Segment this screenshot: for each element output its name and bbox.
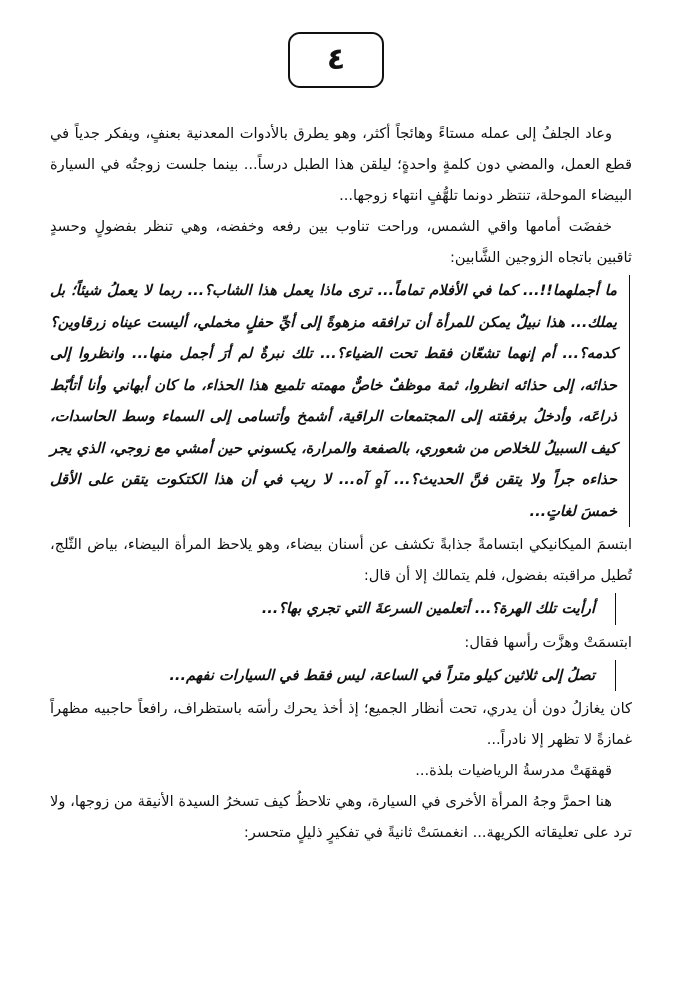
quoted-monologue: ما أجملهما!!... كما في الأفلام تماماً... ترى ماذا يعمل هذا الشاب؟... ربما لا يعملُ شيئاً؛ بل يملك... هذا نبيلٌ يمكن للمرأة أن ترافقه مزهوةً إلى أيِّ حفلٍ مخملي، أليست عيناه زرقاوين؟ كدمه؟... أم إنهما تشعّان فقط تحت الضياء؟... تلك نبرةٌ لم أرَ أجمل منها... وانظروا إلى حذائه، إلى حذائه انظروا، ثمة موظفٌ خاصٌّ مهمته تلميع هذا الحذاء، ما كان أبهاني وأنا أتأبّط ذراعَه، وأدخلُ برفقته إلى المجتمعات الراقية، أشمخ وأتسامى إلى السماء وسط الحاسدات، كيف السبيلُ للخلاص من شعوري، بالصفعة والمرارة، يكسوني حين أمشي مع زوجي، الذي يجر حذاءه جراً ولا يتقن فنَّ الحديث؟... آهٍ آه... لا ريب في أن هذا الكتكوت يتقن على الأقل خمسَ لغاتٍ...: [50, 275, 630, 527]
page-number: ٤: [326, 42, 346, 77]
quoted-dialogue: تصلُ إلى ثلاثين كيلو متراً في الساعة، ليس فقط في السيارات نفهم...: [50, 660, 616, 692]
body-text: [50, 118, 632, 848]
page-number-frame: [288, 32, 384, 88]
paragraph: ابتسمَ الميكانيكي ابتسامةً جذابةً تكشف عن أسنان بيضاء، وهو يلاحظ المرأة البيضاء، بياض الثّلج، تُطيل مراقبته بفضول، فلم يتمالك إلا أن قال:: [50, 536, 632, 584]
paragraph: خفضَت أمامها واقي الشمس، وراحت تناوب بين رفعه وخفضه، وهي تنظر بفضولٍ وحسدٍ ثاقبين باتجاه الزوجين الشَّابين:: [50, 218, 632, 266]
paragraph: هنا احمرَّ وجهُ المرأة الأخرى في السيارة، وهي تلاحظُ كيف تسخرُ السيدة الأنيقة من زوجها، ولا ترد على تعليقاته الكريهة... انغمسَتْ ثانيةً في تفكيرٍ ذليلٍ متحسر:: [50, 793, 632, 841]
paragraph: كان يغازلُ دون أن يدري، تحت أنظار الجميع؛ إذ أخذ يحرك رأسَه باستظراف، رافعاً حاجبيه مظهراً غمازةً لا تظهر إلا نادراً...: [50, 700, 632, 748]
paragraph: وعاد الجلفُ إلى عمله مستاءً وهائجاً أكثر، وهو يطرق بالأدوات المعدنية بعنفٍ، ويفكر جدياً في قطع العمل، والمضي دون كلمةٍ واحدةٍ؛ ليلقن هذا الطبل درساً... بينما جلست زوجتُه في السيارة البيضاء الموحلة، تنتظر دونما تلهُّفٍ انتهاء زوجها...: [50, 125, 632, 204]
paragraph: ابتسمَتْ وهزَّت رأسها فقال:: [464, 633, 632, 651]
paragraph: قهقهَتْ مدرسةُ الرياضيات بلذة...: [415, 762, 612, 779]
quoted-dialogue: أرأيت تلك الهرة؟... أتعلمين السرعةَ التي تجري بها؟...: [50, 593, 616, 625]
